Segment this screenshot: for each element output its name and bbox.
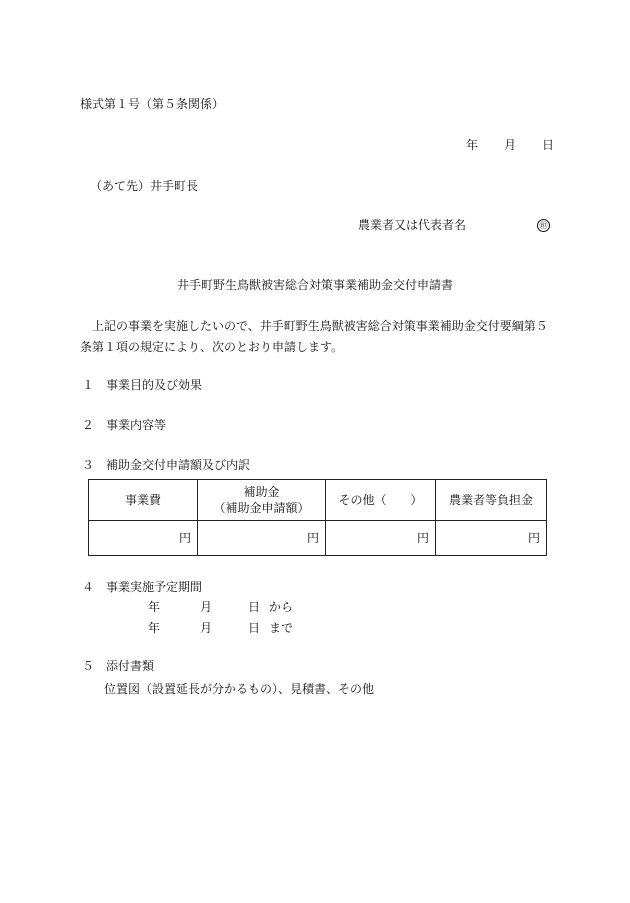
table-header-row: [89, 480, 547, 521]
section-2-label: 事業内容等: [106, 418, 167, 432]
date-year: 年: [466, 138, 479, 152]
section-5: [82, 658, 154, 674]
section-3-label: 補助金交付申請額及び内訳: [106, 458, 251, 472]
section-5-number: ５: [82, 659, 95, 673]
unit-yen: 円: [416, 531, 429, 545]
period-end-day: 日: [248, 621, 261, 635]
unit-yen: 円: [527, 531, 540, 545]
section-4: [82, 579, 202, 595]
header-cost: 事業費: [89, 480, 198, 521]
header-subsidy-main: 補助金: [243, 485, 280, 499]
form-number: 様式第１号（第５条関係）: [80, 97, 225, 111]
section-3-number: ３: [82, 458, 95, 472]
period-start-month: 月: [200, 600, 213, 614]
header-subsidy: [198, 480, 326, 521]
period-end-month: 月: [200, 621, 213, 635]
period-start-year: 年: [148, 600, 161, 614]
period-end-suffix: まで: [269, 621, 294, 635]
cost-amount-cell[interactable]: [89, 521, 198, 556]
farmer-share-amount-cell[interactable]: [436, 521, 547, 556]
table-row: [89, 521, 547, 556]
header-other: その他（ ）: [326, 480, 436, 521]
breakdown-table: [88, 479, 547, 556]
section-1-number: １: [82, 378, 95, 392]
unit-yen: 円: [306, 531, 319, 545]
section-5-label: 添付書類: [106, 659, 155, 673]
seal-mark: [537, 217, 550, 233]
period-start: [148, 599, 293, 615]
section-3: [82, 457, 250, 473]
applicant-label: 農業者又は代表者名: [358, 218, 467, 232]
section-1-label: 事業目的及び効果: [106, 378, 203, 392]
date-day: 日: [542, 138, 555, 152]
period-end: [148, 620, 293, 636]
section-2: [82, 417, 166, 433]
intro-line-2: 条第１項の規定により、次のとおり申請します。: [80, 340, 344, 354]
seal-glyph: ㊞: [537, 219, 550, 232]
date-month: 月: [504, 138, 517, 152]
section-4-number: ４: [82, 580, 95, 594]
other-amount-cell[interactable]: [326, 521, 436, 556]
period-end-year: 年: [148, 621, 161, 635]
date-line: [466, 137, 554, 153]
unit-yen: 円: [178, 531, 191, 545]
attachments-list: 位置図（設置延長が分かるもの）、見積書、その他: [104, 682, 375, 696]
section-1: [82, 377, 202, 393]
intro-line-1: 上記の事業を実施したいので、井手町野生鳥獣被害総合対策事業補助金交付要綱第５: [92, 319, 548, 333]
section-4-label: 事業実施予定期間: [106, 580, 203, 594]
document-title: 井手町野生鳥獣被害総合対策事業補助金交付申請書: [176, 278, 453, 292]
section-2-number: ２: [82, 418, 95, 432]
header-farmer-share: 農業者等負担金: [436, 480, 547, 521]
period-start-day: 日: [248, 600, 261, 614]
header-subsidy-note: （補助金申請額）: [213, 501, 310, 515]
period-start-suffix: から: [269, 600, 294, 614]
subsidy-amount-cell[interactable]: [198, 521, 326, 556]
addressee: （あて先）井手町長: [90, 179, 199, 193]
